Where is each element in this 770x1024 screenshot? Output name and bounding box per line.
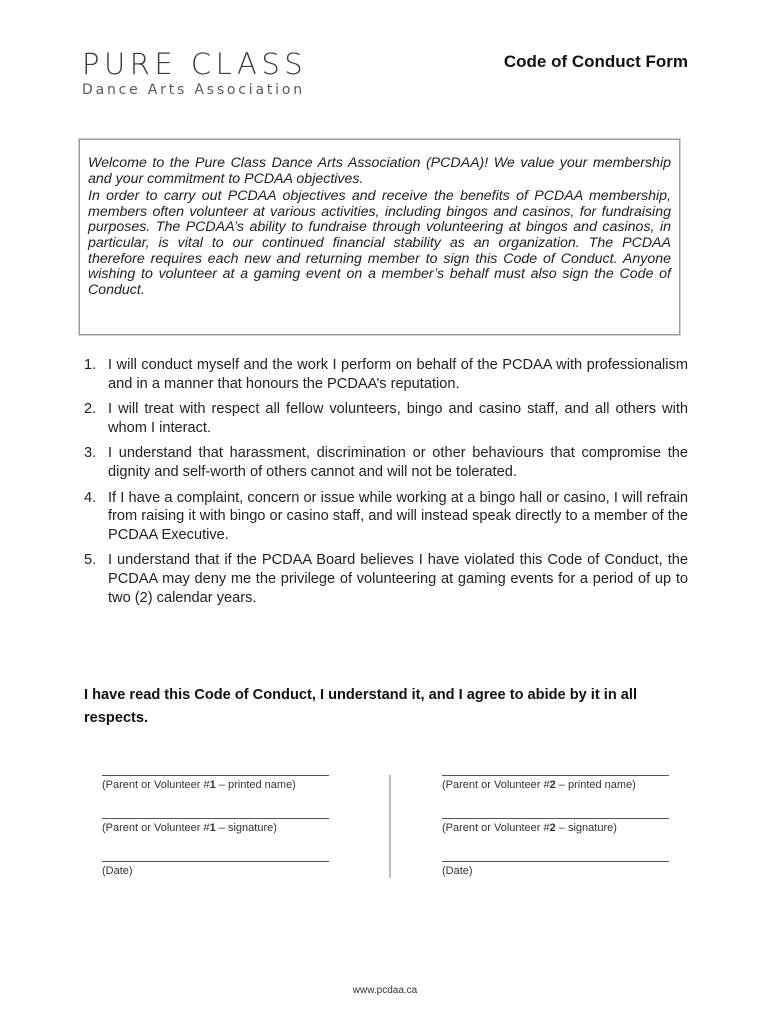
v2-printed-name-line[interactable] — [442, 775, 669, 776]
footer-url: www.pcdaa.ca — [352, 985, 418, 996]
form-title: Code of Conduct Form — [503, 52, 688, 71]
rule-text: I understand that if the PCDAA Board believes I have violated this Code of Conduct, the PCDAA may deny me the privilege of volunteering at gaming events for a period of up to two (2) calendar years. — [108, 552, 688, 606]
intro-paragraph-2: In order to carry out PCDAA objectives and receive the benefits of PCDAA membership, members often volunteer at various activities, including bingos and casinos, for fundraising purposes. The PCDAA’s ability to fundraise through volunteering at bingos and casinos, in particular, is vital to our continued financial stability as an organization. The PCDAA therefore requires each new and returning member to sign this Code of Conduct. Anyone wishing to volunteer at a gaming event on a member’s behalf must also sign the Code of Conduct. — [88, 188, 671, 298]
v1-date-label: (Date) — [102, 865, 133, 877]
agreement-statement: I have read this Code of Conduct, I understand it, and I agree to abide by it in all respects. — [84, 687, 638, 726]
rule-text: If I have a complaint, concern or issue while working at a bingo hall or casino, I will refrain from raising it with bingo or casino staff, and will instead speak directly to a member of the PCDAA Executive. — [108, 489, 688, 543]
logo — [82, 48, 307, 98]
v2-printed-name-label: (Parent or Volunteer #2 – printed name) — [442, 779, 636, 791]
v1-date-line[interactable] — [102, 861, 329, 862]
rule-text: I will treat with respect all fellow volunteers, bingo and casino staff, and all others with whom I interact. — [108, 401, 688, 436]
v1-printed-name-line[interactable] — [102, 775, 329, 776]
rule-number: 5. — [84, 552, 97, 569]
v1-signature-label: (Parent or Volunteer #1 – signature) — [102, 822, 277, 834]
rule-item — [84, 551, 688, 607]
v1-signature-line[interactable] — [102, 818, 329, 819]
rule-item — [84, 356, 688, 393]
rule-number: 3. — [84, 445, 97, 462]
intro-paragraph-1: Welcome to the Pure Class Dance Arts Association (PCDAA)! We value your membership and your commitment to PCDAA objectives. — [88, 155, 671, 187]
v1-printed-name-label: (Parent or Volunteer #1 – printed name) — [102, 779, 296, 791]
rules-list — [84, 356, 688, 614]
rule-item — [84, 489, 688, 545]
rule-text: I will conduct myself and the work I perform on behalf of the PCDAA with professionalism and in a manner that honours the PCDAA’s reputation. — [108, 357, 688, 392]
logo-sub-text: Dance Arts Association — [82, 82, 305, 98]
rule-item — [84, 400, 688, 437]
rule-number: 4. — [84, 489, 97, 506]
rule-item — [84, 444, 688, 481]
v2-date-line[interactable] — [442, 861, 669, 862]
v2-signature-label: (Parent or Volunteer #2 – signature) — [442, 822, 617, 834]
v2-date-label: (Date) — [442, 865, 473, 877]
intro-box — [79, 139, 680, 335]
rule-number: 2. — [84, 401, 97, 418]
rule-number: 1. — [84, 357, 97, 373]
logo-main-text: PURE CLASS — [82, 47, 308, 81]
rule-text: I understand that harassment, discrimination or other behaviours that compromise the dignity and self-worth of others cannot and will not be tolerated. — [108, 445, 688, 480]
column-divider — [389, 775, 391, 878]
v2-signature-line[interactable] — [442, 818, 669, 819]
